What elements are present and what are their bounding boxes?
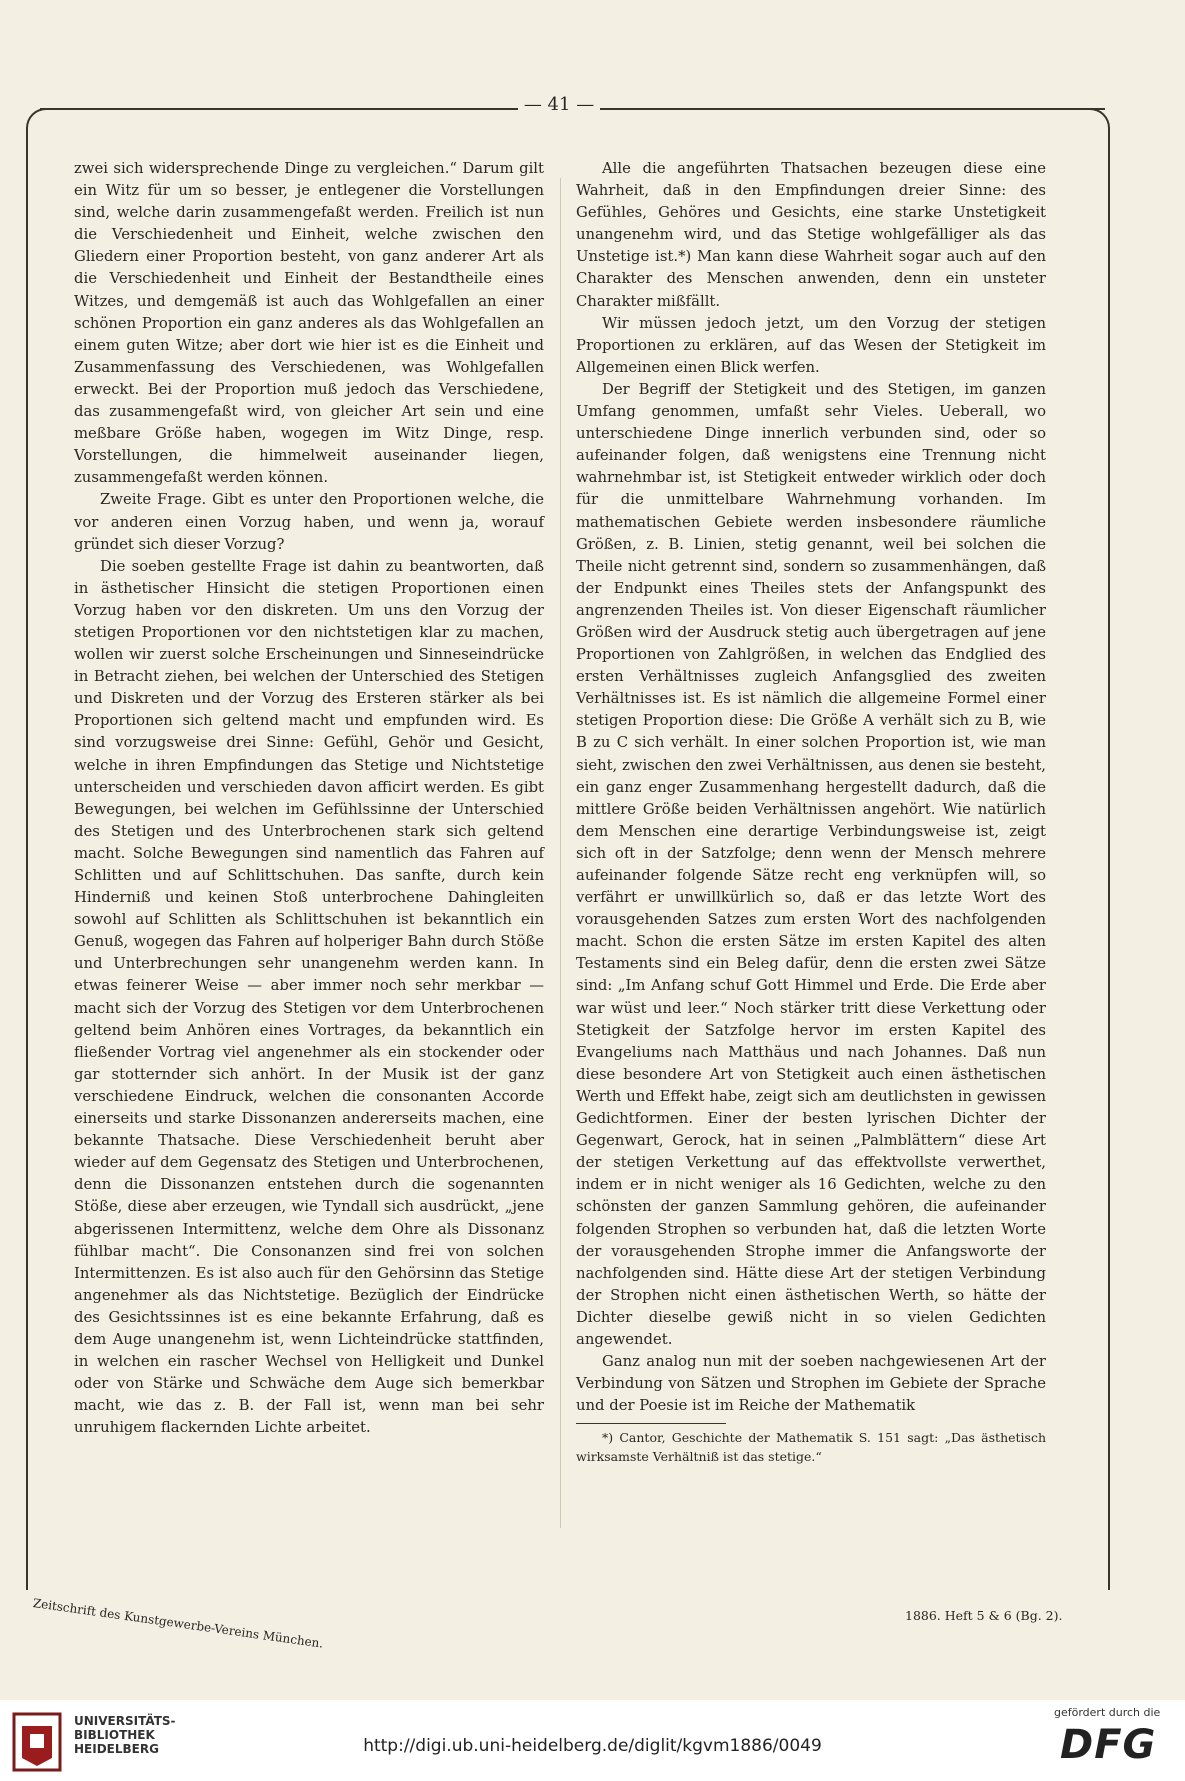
paragraph: Alle die angeführten Thatsachen bezeugen diese eine Wahrheit, daß in den Empfindungen dreier Sinne: des Gefühles, Gehöres und Gesichts, eine starke Unstetigkeit unangenehm wird, und das Stetige wohlgefälliger als das Unstetige ist.*) Man kann diese Wahrheit sogar auch auf den Charakter des Menschen anwenden, denn ein unsteter Charakter mißfällt. bbox=[576, 160, 1046, 310]
university-name: UNIVERSITÄTS- BIBLIOTHEK HEIDELBERG bbox=[74, 1714, 176, 1756]
column-divider bbox=[560, 178, 561, 1528]
dfg-logo: DFG bbox=[1060, 1722, 1157, 1768]
journal-title: Zeitschrift des Kunstgewerbe-Vereins München. bbox=[32, 1596, 325, 1651]
frame-left-border bbox=[26, 108, 48, 1590]
footnote: *) Cantor, Geschichte der Mathematik S. 151 sagt: „Das ästhetisch wirksamste Verhältniß ist das stetige.“ bbox=[576, 1430, 1046, 1465]
paragraph: Ganz analog nun mit der soeben nachgewiesenen Art der Verbindung von Sätzen und Strophen im Gebiete der Sprache und der Poesie ist im Reiche der Mathematik bbox=[576, 1353, 1046, 1415]
paragraph: Die soeben gestellte Frage ist dahin zu beantworten, daß in ästhetischer Hinsicht die stetigen Proportionen einen Vorzug haben vor den diskreten. Um uns den Vorzug der stetigen Proportionen vor den nichtstetigen klar zu machen, wollen wir zuerst solche Erscheinungen und Sinneseindrücke in Betracht ziehen, bei welchen der Unterschied des Stetigen und Diskreten und der Vorzug des Ersteren stärker als bei Proportionen sich geltend macht und empfunden wird. Es sind vorzugsweise drei Sinne: Gefühl, Gehör und Gesicht, welche in ihren Empfindungen das Stetige und Nichtstetige unterscheiden und verschieden davon afficirt werden. Es gibt Bewegungen, bei welchen im Gefühlssinne der Unterschied des Stetigen und des Unterbrochenen stark sich geltend macht. Solche Bewegungen sind namentlich das Fahren auf Schlitten und auf Schlittschuhen. Das sanfte, durch kein Hinderniß und keinen Stoß unterbrochene Dahingleiten sowohl auf Schlitten als Schlittschuhen ist bekanntlich ein Genuß, wogegen das Fahren auf holperiger Bahn durch Stöße und Unterbrechungen sehr unangenehm werden kann. In etwas feinerer Weise — aber immer noch sehr merkbar — macht sich der Vorzug des Stetigen vor dem Unterbrochenen geltend beim Anhören eines Vortrages, da bekanntlich ein fließender Vortrag viel angenehmer als ein stockender oder gar stotternder sich anhört. In der Musik ist der ganz verschiedene Eindruck, welchen die consonanten Accorde einerseits und starke Dissonanzen andererseits machen, eine bekannte Thatsache. Diese Verschiedenheit beruht aber wieder auf dem Gegensatz des Stetigen und Unterbrochenen, denn die Dissonanzen entstehen durch die sogenannten Stöße, diese aber erzeugen, wie Tyndall sich ausdrückt, „jene abgerissenen Intermittenz, welche dem Ohre als Dissonanz fühlbar macht“. Die Consonanzen sind frei von solchen Intermittenzen. Es ist also auch für den Gehörsinn das Stetige angenehmer als das Nichtstetige. Bezüglich der Eindrücke des Gesichtssinnes ist es eine bekannte Erfahrung, daß es dem Auge unangenehm ist, wenn Lichteindrücke stattfinden, in welchen ein rascher Wechsel von Helligkeit und Dunkel oder von Stärke und Schwäche dem Auge sich bemerkbar macht, wie das z. B. der Fall ist, wenn man bei sehr unruhigem flackernden Lichte arbeitet. bbox=[74, 557, 544, 1437]
header-rule-right bbox=[600, 108, 1105, 110]
sponsor-note: gefördert durch die bbox=[1054, 1706, 1161, 1719]
issue-info: 1886. Heft 5 & 6 (Bg. 2). bbox=[905, 1608, 1063, 1623]
page-url-link[interactable]: http://digi.ub.uni-heidelberg.de/diglit/kgvm1886/0049 bbox=[363, 1736, 822, 1756]
paragraph: zwei sich widersprechende Dinge zu vergleichen.“ Darum gilt ein Witz für um so besser, je entlegener die Vorstellungen sind, welche darin zusammengefaßt werden. Freilich ist nun die Verschiedenheit und Einheit, welche zwischen den Gliedern einer Proportion besteht, von ganz anderer Art als die Verschiedenheit und Einheit der Bestandtheile eines Witzes, und demgemäß ist auch das Wohlgefallen an einer schönen Proportion ein ganz anderes als das Wohlgefallen an einem guten Witze; aber dort wie hier ist es die Einheit und Zusammenfassung des Verschiedenen, was Wohlgefallen erweckt. Bei der Proportion muß jedoch das Verschiedene, das zusammengefaßt wird, von gleicher Art sein und eine meßbare Größe haben, wogegen im Witz Dinge, resp. Vorstellungen, die himmelweit auseinander liegen, zusammengefaßt werden können. bbox=[74, 160, 544, 487]
paragraph: Der Begriff der Stetigkeit und des Stetigen, im ganzen Umfang genommen, umfaßt sehr Vieles. Ueberall, wo unterschiedene Dinge innerlich verbunden sind, oder so aufeinander folgen, daß wenigstens eine Trennung nicht wahrnehmbar ist, ist Stetigkeit entweder wirklich oder doch für die unmittelbare Wahrnehmung vorhanden. Im mathematischen Gebiete werden insbesondere räumliche Größen, z. B. Linien, stetig genannt, weil bei solchen die Theile nicht getrennt sind, sondern so zusammenhängen, daß der Endpunkt eines Theiles stets der Anfangspunkt des angrenzenden Theiles ist. Von dieser Eigenschaft räumlicher Größen wird der Ausdruck stetig auch übergetragen auf jene Proportionen von Zahlgrößen, in welchen das Endglied des ersten Verhältnisses zugleich Anfangsglied des zweiten Verhältnisses ist. Es ist nämlich die allgemeine Formel einer stetigen Proportion diese: Die Größe A verhält sich zu B, wie B zu C sich verhält. In einer solchen Proportion ist, wie man sieht, zwischen den zwei Verhältnissen, aus denen sie besteht, ein ganz enger Zusammenhang hergestellt dadurch, daß die mittlere Größe beiden Verhältnissen angehört. Wie natürlich dem Menschen eine derartige Verbindungsweise ist, zeigt sich oft in der Satzfolge; denn wenn der Mensch mehrere aufeinander folgende Sätze recht eng verknüpfen will, so verfährt er unwillkürlich so, daß er das letzte Wort des vorausgehenden Satzes zum ersten Wort des nachfolgenden macht. Schon die ersten Sätze im ersten Kapitel des alten Testaments sind ein Beleg dafür, denn die ersten zwei Sätze sind: „Im Anfang schuf Gott Himmel und Erde. Die Erde aber war wüst und leer.“ Noch stärker tritt diese Verkettung oder Stetigkeit der Satzfolge hervor im ersten Kapitel des Evangeliums nach Matthäus und nach Johannes. Daß nun diese besondere Art von Stetigkeit auch einen ästhetischen Werth und Effekt habe, zeigt sich am deutlichsten in gewissen Gedichtformen. Einer der besten lyrischen Dichter der Gegenwart, Gerock, hat in seinen „Palmblättern“ diese Art der stetigen Verkettung auf das effektvollste verwerthet, indem er in nicht weniger als 16 Gedichten, welche zu den schönsten der ganzen Sammlung gehören, die aufeinander folgenden Strophen so verbunden hat, daß die letzten Worte der vorausgehenden Strophe immer die Anfangsworte der nachfolgenden sind. Hätte diese Art der stetigen Verbindung der Strophen nicht einen ästhetischen Werth, so hätte der Dichter dieselbe gewiß nicht in so vielen Gedichten angewendet. bbox=[576, 380, 1046, 1348]
header-rule-left bbox=[40, 108, 518, 110]
right-column bbox=[576, 158, 1046, 1466]
paragraph: Wir müssen jedoch jetzt, um den Vorzug der stetigen Proportionen zu erklären, auf das Wesen der Stetigkeit im Allgemeinen einen Blick werfen. bbox=[576, 314, 1046, 376]
footnote-rule bbox=[576, 1423, 726, 1424]
paragraph: Zweite Frage. Gibt es unter den Proportionen welche, die vor anderen einen Vorzug haben, und wenn ja, worauf gründet sich dieser Vorzug? bbox=[74, 491, 544, 553]
left-column bbox=[74, 158, 544, 1439]
frame-right-border bbox=[1088, 108, 1110, 1590]
page-number: — 41 — bbox=[523, 94, 595, 115]
